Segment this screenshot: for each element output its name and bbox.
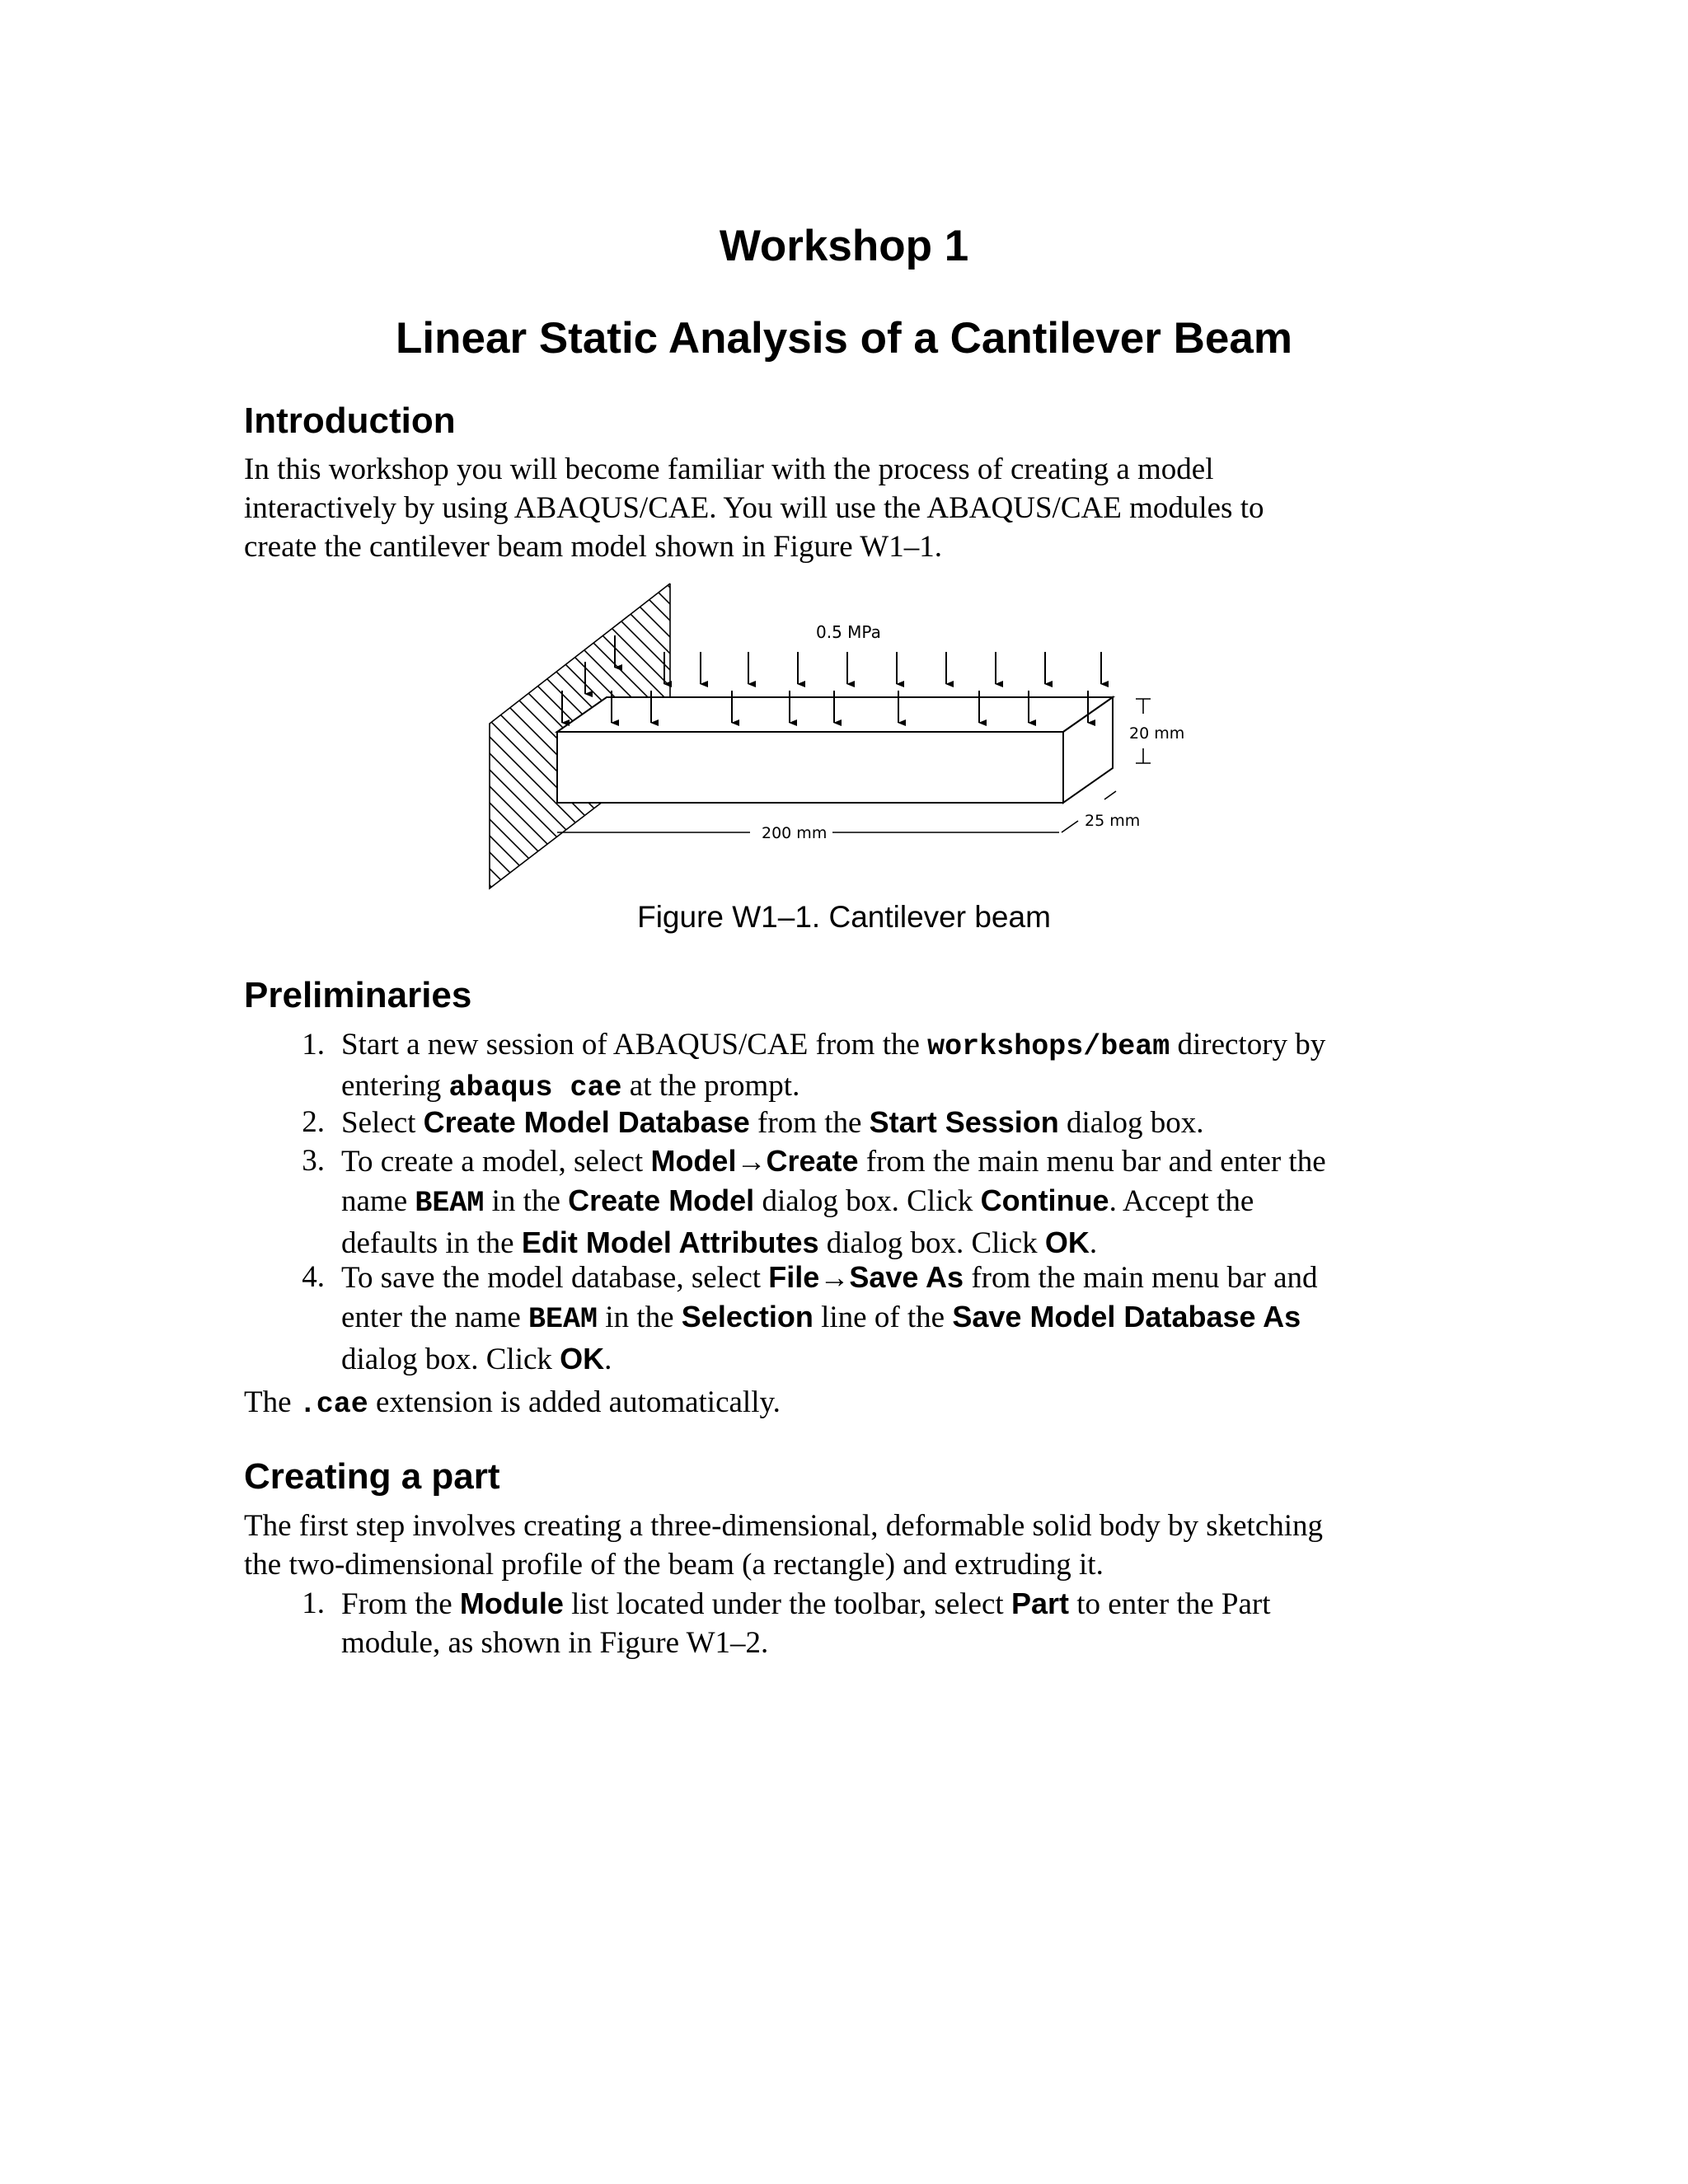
text-run: in the: [598, 1301, 682, 1334]
code-run: .cae: [298, 1388, 368, 1421]
intro-line-3: create the cantilever beam model shown in Figure W1–1.: [244, 530, 942, 564]
text-run: To create a model, select: [341, 1145, 651, 1179]
code-run: BEAM: [415, 1187, 485, 1220]
text-run: dialog box. Click: [754, 1184, 981, 1218]
text-run: name: [341, 1184, 415, 1218]
heading-creating-a-part: Creating a part: [244, 1456, 500, 1497]
list-number: 1.: [302, 1028, 325, 1062]
ui-label-run: Edit Model Attributes: [521, 1226, 819, 1259]
heading-preliminaries: Preliminaries: [244, 975, 472, 1015]
list-number: 2.: [302, 1105, 325, 1139]
ui-label-run: Save Model Database As: [952, 1300, 1301, 1333]
text-run: From the: [341, 1587, 460, 1621]
ui-label-run: Part: [1010, 1586, 1069, 1620]
list-text: [341, 1258, 1487, 1379]
list-text: [341, 1584, 1487, 1662]
text-run: . Accept the: [1109, 1184, 1254, 1218]
ui-label-run: Create Model Database: [423, 1105, 750, 1139]
ui-label-run: File→Save As: [768, 1260, 964, 1294]
figure-caption: Figure W1–1. Cantilever beam: [637, 900, 1051, 934]
ui-label-run: Continue: [980, 1183, 1109, 1217]
list-text: [341, 1141, 1487, 1263]
list-number: 3.: [302, 1144, 325, 1178]
heading-introduction: Introduction: [244, 401, 456, 441]
extension-note: [244, 1383, 1447, 1424]
text-run: directory by: [1170, 1028, 1326, 1062]
cantilever-beam-figure: [478, 577, 1203, 907]
text-run: To save the model database, select: [341, 1261, 769, 1295]
ui-label-run: Start Session: [869, 1105, 1059, 1139]
code-run: workshops/beam: [927, 1030, 1170, 1063]
creating-part-line-2: the two-dimensional profile of the beam (a rectangle) and extruding it.: [244, 1548, 1104, 1582]
creating-part-line-1: The first step involves creating a three-dimensional, deformable solid body by sketching: [244, 1509, 1324, 1543]
list-text: [341, 1103, 1487, 1142]
ui-label-run: Create Model: [568, 1183, 755, 1217]
list-number: 1.: [302, 1586, 325, 1620]
text-run: from the main menu bar and enter the: [858, 1145, 1326, 1179]
text-run: module, as shown in Figure W1–2.: [341, 1626, 769, 1660]
list-number: 4.: [302, 1260, 325, 1294]
code-run: abaqus cae: [448, 1071, 622, 1104]
text-run: from the main menu bar and: [964, 1261, 1318, 1295]
ui-label-run: Module: [459, 1586, 564, 1620]
text-run: dialog box. Click: [818, 1226, 1045, 1260]
text-run: dialog box. Click: [341, 1343, 560, 1376]
ui-label-run: OK: [1044, 1226, 1090, 1259]
text-run: extension is added automatically.: [368, 1385, 781, 1419]
code-run: BEAM: [528, 1303, 598, 1336]
text-run: in the: [484, 1184, 569, 1218]
text-run: entering: [341, 1069, 449, 1103]
length-label: 200 mm: [762, 824, 828, 842]
intro-line-2: interactively by using ABAQUS/CAE. You will use the ABAQUS/CAE modules to: [244, 491, 1264, 525]
text-run: .: [604, 1343, 612, 1376]
text-run: defaults in the: [341, 1226, 522, 1260]
width-label: 25 mm: [1085, 812, 1141, 830]
text-run: .: [1089, 1226, 1098, 1260]
ui-label-run: Selection: [681, 1300, 814, 1333]
text-run: enter the name: [341, 1301, 529, 1334]
text-run: The: [244, 1385, 299, 1419]
creating-part-paragraph: [244, 1507, 1447, 1584]
ui-label-run: OK: [560, 1342, 605, 1376]
text-run: from the: [749, 1106, 870, 1140]
load-label: 0.5 MPa: [816, 622, 881, 642]
text-run: dialog box.: [1058, 1106, 1204, 1140]
text-run: Select: [341, 1106, 424, 1140]
intro-line-1: In this workshop you will become familiar with the process of creating a model: [244, 452, 1214, 486]
text-run: Start a new session of ABAQUS/CAE from the: [341, 1028, 928, 1062]
workshop-title: Workshop 1: [719, 222, 969, 270]
text-run: at the prompt.: [621, 1069, 800, 1103]
text-run: list located under the toolbar, select: [563, 1587, 1011, 1621]
height-label: 20 mm: [1129, 724, 1185, 743]
ui-label-run: Model→Create: [650, 1144, 859, 1178]
workshop-subtitle: Linear Static Analysis of a Cantilever Beam: [396, 314, 1292, 363]
list-text: [341, 1025, 1487, 1108]
introduction-paragraph: [244, 450, 1447, 566]
text-run: line of the: [813, 1301, 953, 1334]
text-run: to enter the Part: [1068, 1587, 1271, 1621]
